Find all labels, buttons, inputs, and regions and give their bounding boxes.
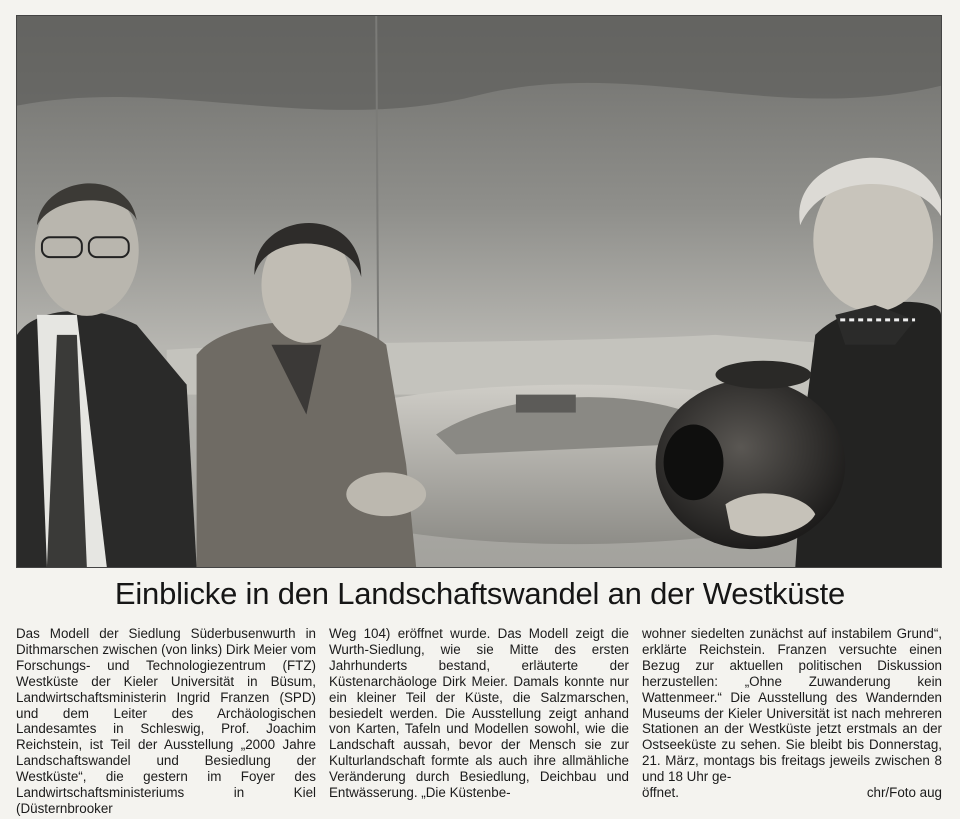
photo-illustration — [17, 16, 941, 567]
article-column-2: Weg 104) eröffnet wurde. Das Modell zeigt die Wurth-Siedlung, wie sie Mitte des ersten Jahrhunderts bestand, erläuterte der Küstenarchäologe Dirk Meier. Damals konnte nur ein kleiner Teil der Küste, die Salzmarschen, besiedelt werden. Die Ausstellung zeigt anhand von Karten, Tafeln und Modellen sowohl, wie die Landschaft aussah, bevor der Mensch sie zur Kulturlandschaft formte als auch ihre allmähliche Veränderung durch Besiedlung, Deichbau und Entwässerung. „Die Küstenbe- — [329, 626, 629, 801]
column-3-last-line: öffnet. — [642, 785, 679, 801]
article-body — [16, 626, 942, 816]
article-column-1: Das Modell der Siedlung Süderbusenwurth in Dithmarschen zwischen (von links) Dirk Meier vom Forschungs- und Technologiezentrum (FTZ) Westküste der Kieler Universität in Büsum, Landwirtschaftsministerin Ingrid Franzen (SPD) und dem Leiter des Archäologischen Landesamtes in Schleswig, Prof. Joachim Reichstein, ist Teil der Ausstellung „2000 Jahre Landschaftswandel und Besiedlung der Westküste“, die gestern im Foyer des Landwirtschaftsministeriums in Kiel (Düsternbrooker — [16, 626, 316, 816]
news-photo — [16, 15, 942, 568]
article-column-3 — [642, 626, 942, 812]
byline-row — [642, 785, 942, 801]
article-column-3-text: wohner siedelten zunächst auf instabilem Grund“, erklärte Reichstein. Franzen versuchte einen Bezug zur aktuellen politischen Diskussion herzustellen: „Ohne Zuwanderung kein Wattenmeer.“ Die Ausstellung des Wandernden Museums der Kieler Universität ist nach mehreren Stationen an der Westküste jetzt erstmals an der Ostseeküste zu sehen. Sie bleibt bis Donnerstag, 21. März, montags bis freitags jeweils zwischen 8 und 18 Uhr ge- — [642, 626, 942, 785]
photo-credit: chr/Foto aug — [866, 785, 942, 801]
article-headline: Einblicke in den Landschaftswandel an der Westküste — [114, 576, 846, 611]
